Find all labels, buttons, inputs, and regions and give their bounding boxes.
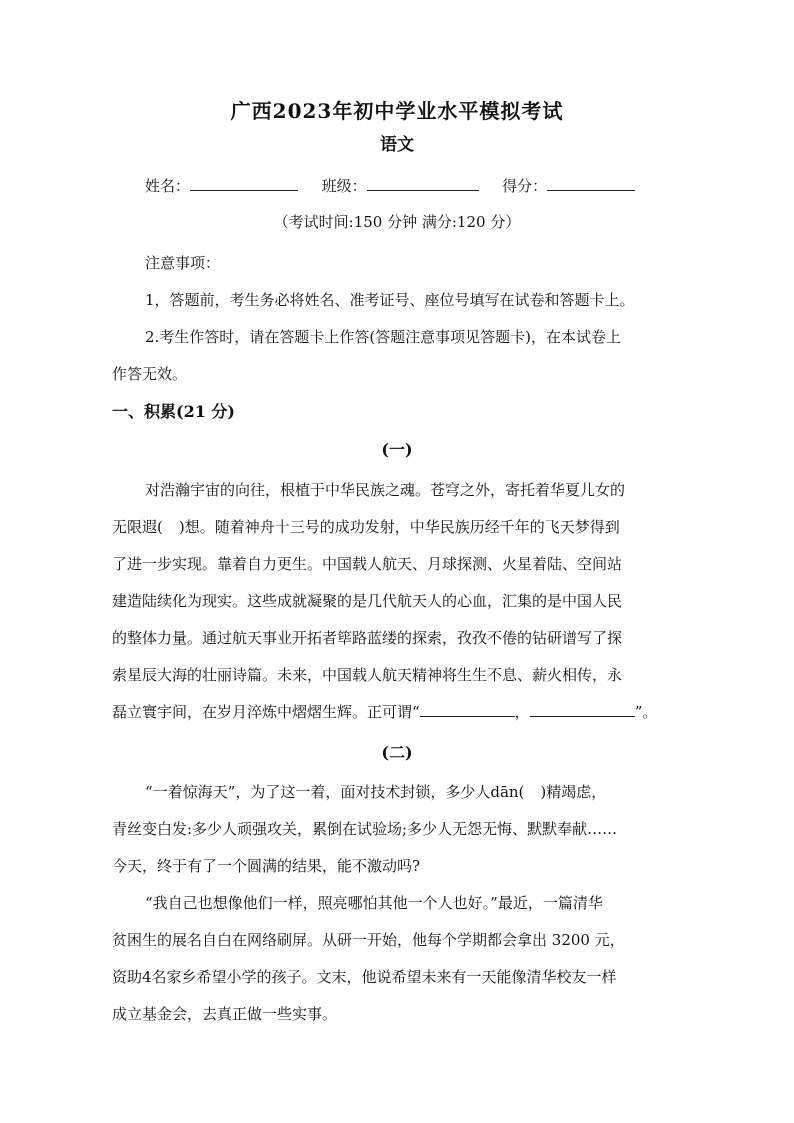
p2-line-1-tail: )精竭虑， bbox=[540, 783, 607, 801]
p2-line-2: 青丝变白发:多少人顽强攻关，累倒在试验场;多少人无怨无悔、默默奉献…… bbox=[112, 820, 618, 838]
p1-line-2 bbox=[112, 517, 620, 537]
notes-title: 注意事项： bbox=[145, 254, 221, 272]
name-blank bbox=[190, 176, 298, 191]
p1-line-6: 索星辰大海的壮丽诗篇。未来，中国载人航天精神将生生不息、薪火相传，永 bbox=[112, 666, 623, 684]
p3-line-2: 贫困生的展名自白在网络刷屏。从研一开始，他每个学期都会拿出 3200 元， bbox=[112, 931, 625, 949]
score-blank bbox=[547, 176, 635, 191]
exam-info: （考试时间:150 分钟 满分:120 分） bbox=[273, 213, 521, 231]
p1-line-7-text: 磊立寰宇间，在岁月淬炼中熠熠生辉。正可谓“ bbox=[112, 703, 420, 721]
p2-line-1 bbox=[145, 782, 606, 802]
class-label: 班级： bbox=[321, 177, 367, 195]
name-label: 姓名： bbox=[145, 177, 191, 195]
score-label: 得分： bbox=[502, 177, 548, 195]
p1-suffix: ) bbox=[178, 518, 185, 536]
part-2-label: (二) bbox=[381, 743, 413, 762]
p1-line-1: 对浩瀚宇宙的向往，根植于中华民族之魂。苍穹之外，寄托着华夏儿女的 bbox=[145, 481, 626, 499]
p1-line-3: 了进一步实现。靠着自力更生。中国载人航天、月球探测、火星着陆、空间站 bbox=[112, 555, 623, 573]
p2-line-1-text: “一着惊海天”，为了这一着，面对技术封锁，多少人dān( bbox=[145, 783, 525, 801]
notes-item-2-line-2: 作答无效。 bbox=[112, 365, 188, 383]
notes-item-2-line-1: 2.考生作答时，请在答题卡上作答(答题注意事项见答题卡)，在本试卷上 bbox=[145, 328, 622, 346]
p3-line-1: “我自己也想像他们一样，照亮哪怕其他一个人也好。”最近，一篇清华 bbox=[145, 894, 603, 912]
notes-item-1: 1，答题前，考生务必将姓名、准考证号、座位号填写在试卷和答题卡上。 bbox=[145, 291, 635, 309]
subject-title: 语文 bbox=[380, 135, 414, 155]
p3-line-3: 资助4名家乡希望小学的孩子。文末，他说希望未来有一天能像清华校友一样 bbox=[112, 968, 617, 986]
p1-line-7 bbox=[112, 702, 657, 722]
part-1-label: (一) bbox=[381, 440, 413, 459]
p1-prefix: 无限遐( bbox=[112, 518, 163, 536]
p3-line-4: 成立基金会，去真正做一些实事。 bbox=[112, 1005, 338, 1023]
quote-blank-2 bbox=[530, 702, 635, 717]
class-blank bbox=[367, 176, 479, 191]
p1-comma: ， bbox=[514, 703, 530, 721]
quote-blank-1 bbox=[420, 702, 515, 717]
p1-line-5: 的整体力量。通过航天事业开拓者筚路蓝缕的探索，孜孜不倦的钻研谱写了探 bbox=[112, 629, 623, 647]
p1-line-4: 建造陆续化为现实。这些成就凝聚的是几代航天人的心血，汇集的是中国人民 bbox=[112, 592, 623, 610]
section-1-heading: 一、积累(21 分) bbox=[112, 402, 235, 421]
p1-line-2-text: 想。随着神舟十三号的成功发射，中华民族历经千年的飞天梦得到 bbox=[184, 518, 620, 536]
p2-line-3: 今天，终于有了一个圆满的结果，能不激动吗? bbox=[112, 857, 421, 875]
p1-close-quote: ”。 bbox=[634, 703, 658, 721]
student-info-row bbox=[145, 176, 635, 196]
exam-title: 广西2023年初中学业水平模拟考试 bbox=[230, 99, 564, 123]
